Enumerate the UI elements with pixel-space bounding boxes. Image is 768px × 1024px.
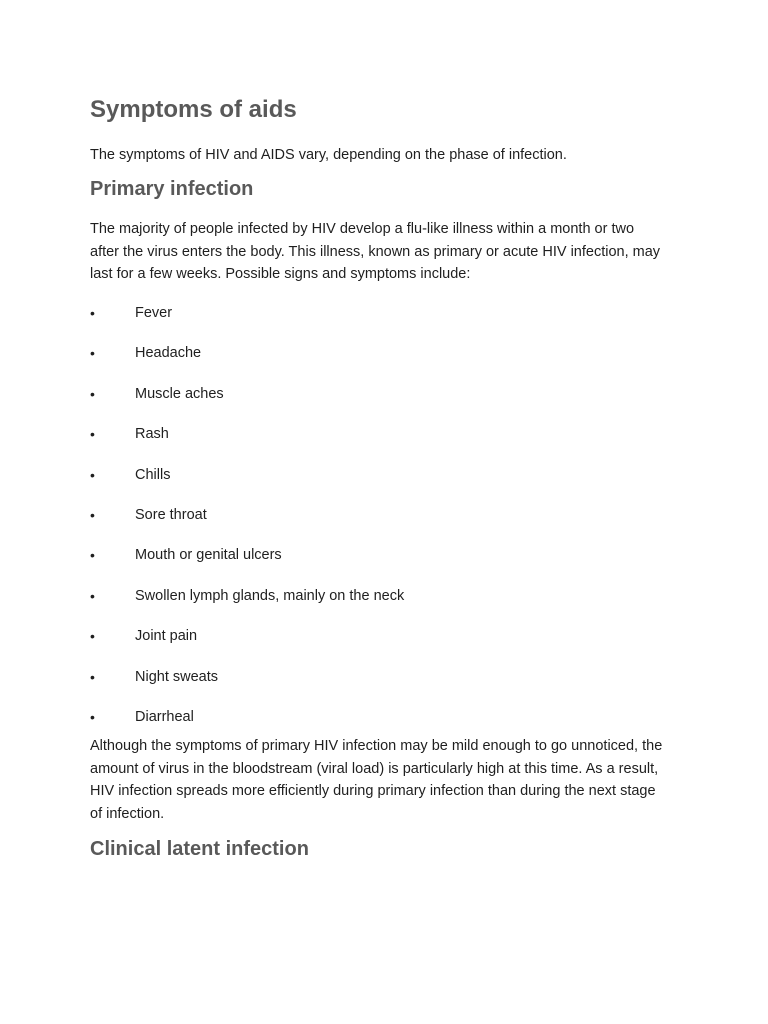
bullet-icon: • — [90, 385, 95, 402]
bullet-icon: • — [90, 547, 95, 564]
symptom-label: Rash — [135, 426, 169, 443]
primary-infection-paragraph: The majority of people infected by HIV develop a flu-like illness within a month or two after the virus enters the body. This illness, known as primary or acute HIV infection, may last for a few weeks. Possible signs and symptoms include: — [90, 221, 661, 282]
clinical-latent-infection-heading: Clinical latent infection — [90, 838, 309, 860]
bullet-icon: • — [90, 426, 95, 443]
bullet-icon: • — [90, 708, 95, 725]
bullet-icon: • — [90, 587, 95, 604]
symptom-label: Joint pain — [135, 628, 198, 645]
primary-infection-closing-paragraph: Although the symptoms of primary HIV infection may be mild enough to go unnoticed, the amount of virus in the bloodstream (viral load) is particularly high at this time. As a result, HIV infection spreads more efficiently during primary infection than during the next stage of infection. — [90, 738, 663, 822]
symptom-label: Sore throat — [135, 506, 207, 523]
symptom-label: Swollen lymph glands, mainly on the neck — [135, 587, 405, 604]
bullet-icon: • — [90, 345, 95, 362]
symptom-label: Headache — [135, 345, 202, 362]
page-title: Symptoms of aids — [90, 96, 297, 123]
symptom-label: Fever — [135, 305, 173, 321]
symptom-label: Night sweats — [135, 668, 219, 685]
bullet-icon: • — [90, 506, 95, 523]
primary-infection-heading: Primary infection — [90, 178, 254, 200]
symptom-label: Diarrheal — [135, 708, 194, 725]
bullet-icon: • — [90, 305, 95, 321]
symptom-label: Mouth or genital ulcers — [135, 547, 282, 564]
intro-paragraph: The symptoms of HIV and AIDS vary, depending on the phase of infection. — [90, 147, 567, 163]
symptom-label: Muscle aches — [135, 385, 224, 402]
bullet-icon: • — [90, 466, 95, 483]
symptom-label: Chills — [135, 466, 171, 483]
bullet-icon: • — [90, 628, 95, 645]
bullet-icon: • — [90, 668, 95, 685]
